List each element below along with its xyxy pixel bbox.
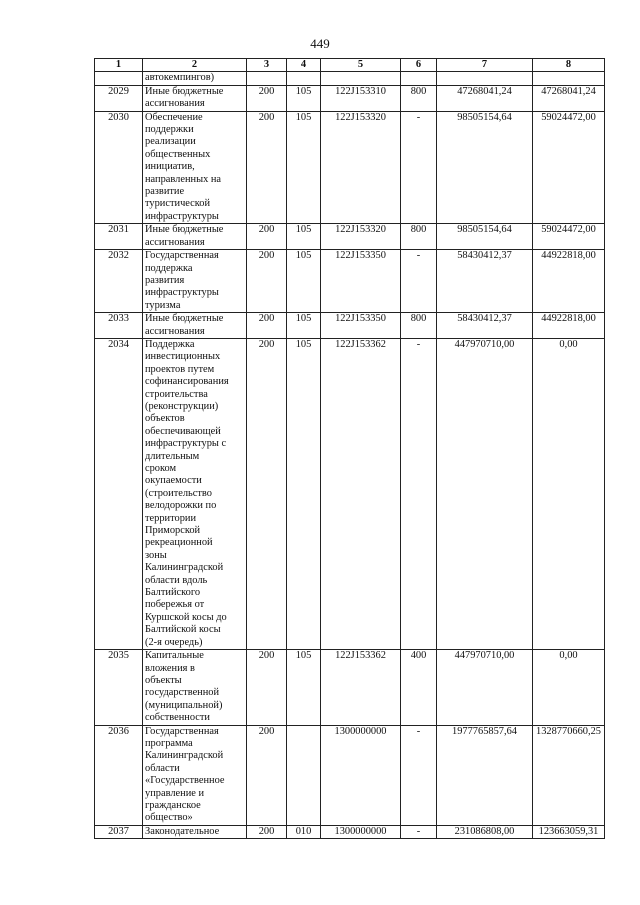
budget-table [94,58,605,839]
row-name-text: Законодательное [145,825,220,837]
row-col8: 0,00 [533,338,605,649]
row-col6: - [401,111,437,224]
row-col7: 447970710,00 [437,650,533,725]
row-name-text: Государственная программа Калининградской области «Государственное управление и гражданское общество» [145,725,225,824]
row-col4 [287,725,321,825]
row-col4: 105 [287,111,321,224]
row-col7: 98505154,64 [437,111,533,224]
row-col8: 47268041,24 [533,85,605,111]
row-col3: 200 [247,313,287,339]
row-col3: 200 [247,338,287,649]
row-col6: - [401,725,437,825]
row-name [143,111,247,224]
row-col4: 105 [287,224,321,250]
table-header [95,59,605,72]
header-row [95,59,605,72]
row-col7: 231086808,00 [437,825,533,838]
row-name-text: Капитальные вложения в объекты государственной (муниципальной) собственности [145,650,223,724]
row-col3: 200 [247,85,287,111]
header-cell-1: 1 [95,59,143,72]
row-col6: - [401,250,437,313]
header-cell-3: 3 [247,59,287,72]
row-name [143,224,247,250]
row-number: 2030 [95,111,143,224]
header-cell-8: 8 [533,59,605,72]
table-row [95,313,605,339]
table-row [95,825,605,838]
row-col6: 400 [401,650,437,725]
row-col6: 800 [401,313,437,339]
row-col5: 122J153362 [321,650,401,725]
row-name [143,338,247,649]
table-row [95,650,605,725]
row-name [143,72,247,85]
row-col3: 200 [247,224,287,250]
row-col7: 98505154,64 [437,224,533,250]
row-number: 2031 [95,224,143,250]
row-col8: 44922818,00 [533,250,605,313]
row-col8: 44922818,00 [533,313,605,339]
table-body [95,72,605,839]
row-name [143,250,247,313]
row-name-text: Иные бюджетные ассигнования [145,313,224,337]
row-name [143,650,247,725]
row-col5: 122J153362 [321,338,401,649]
row-name-text: Обеспечение поддержки реализации общественных инициатив, направленных на развитие туристической инфраструктуры [145,111,222,222]
row-col8: 123663059,31 [533,825,605,838]
row-col6: 800 [401,224,437,250]
row-number: 2034 [95,338,143,649]
row-col5: 122J153310 [321,85,401,111]
table-row [95,111,605,224]
row-col6: - [401,338,437,649]
header-cell-6: 6 [401,59,437,72]
page-number: 449 [310,36,330,51]
row-col3: 200 [247,725,287,825]
row-col3: 200 [247,650,287,725]
row-col4: 105 [287,313,321,339]
row-number: 2036 [95,725,143,825]
row-col4: 105 [287,338,321,649]
row-col3: 200 [247,250,287,313]
row-name-text: Иные бюджетные ассигнования [145,85,224,110]
row-col5: 1300000000 [321,725,401,825]
table-row [95,72,605,85]
row-number: 2029 [95,85,143,111]
row-name [143,85,247,111]
row-col6: - [401,825,437,838]
row-col5: 122J153320 [321,111,401,224]
row-col3: 200 [247,825,287,838]
row-col4: 105 [287,85,321,111]
row-col5: 1300000000 [321,825,401,838]
row-number: 2032 [95,250,143,313]
row-col5: 122J153350 [321,250,401,313]
row-number: 2035 [95,650,143,725]
row-name-text: Государственная поддержка развития инфраструктуры туризма [145,250,219,311]
row-col8 [533,72,605,85]
table-row [95,85,605,111]
table-row [95,338,605,649]
header-cell-4: 4 [287,59,321,72]
row-col4: 105 [287,250,321,313]
row-col4: 010 [287,825,321,838]
table-row [95,250,605,313]
row-col8: 0,00 [533,650,605,725]
row-col3 [247,72,287,85]
header-cell-7: 7 [437,59,533,72]
row-name-text: Поддержка инвестиционных проектов путем софинансирования строительства (реконструкции) объектов обеспечивающей инфраструктуры с длительным сроком окупаемости (строительство велодорожки по территории Приморской рекреационной зоны Калининградской области вдоль Балтийского побережья от Куршской косы до Балтийской косы (2-я очередь) [145,338,229,648]
row-col6 [401,72,437,85]
row-col3: 200 [247,111,287,224]
row-col6: 800 [401,85,437,111]
row-number [95,72,143,85]
row-col7 [437,72,533,85]
row-col8: 59024472,00 [533,111,605,224]
header-cell-2: 2 [143,59,247,72]
row-col7: 58430412,37 [437,313,533,339]
row-col5 [321,72,401,85]
row-col5: 122J153320 [321,224,401,250]
row-name-text: Иные бюджетные ассигнования [145,224,224,248]
header-cell-5: 5 [321,59,401,72]
row-col7: 447970710,00 [437,338,533,649]
row-col4: 105 [287,650,321,725]
row-col8: 59024472,00 [533,224,605,250]
table-row [95,725,605,825]
row-name [143,825,247,838]
row-number: 2033 [95,313,143,339]
table-row [95,224,605,250]
row-col8: 1328770660,25 [533,725,605,825]
row-name [143,725,247,825]
row-number: 2037 [95,825,143,838]
row-col7: 47268041,24 [437,85,533,111]
row-col7: 1977765857,64 [437,725,533,825]
row-col7: 58430412,37 [437,250,533,313]
row-col5: 122J153350 [321,313,401,339]
row-col4 [287,72,321,85]
row-name [143,313,247,339]
row-name-text: автокемпингов) [145,72,215,84]
